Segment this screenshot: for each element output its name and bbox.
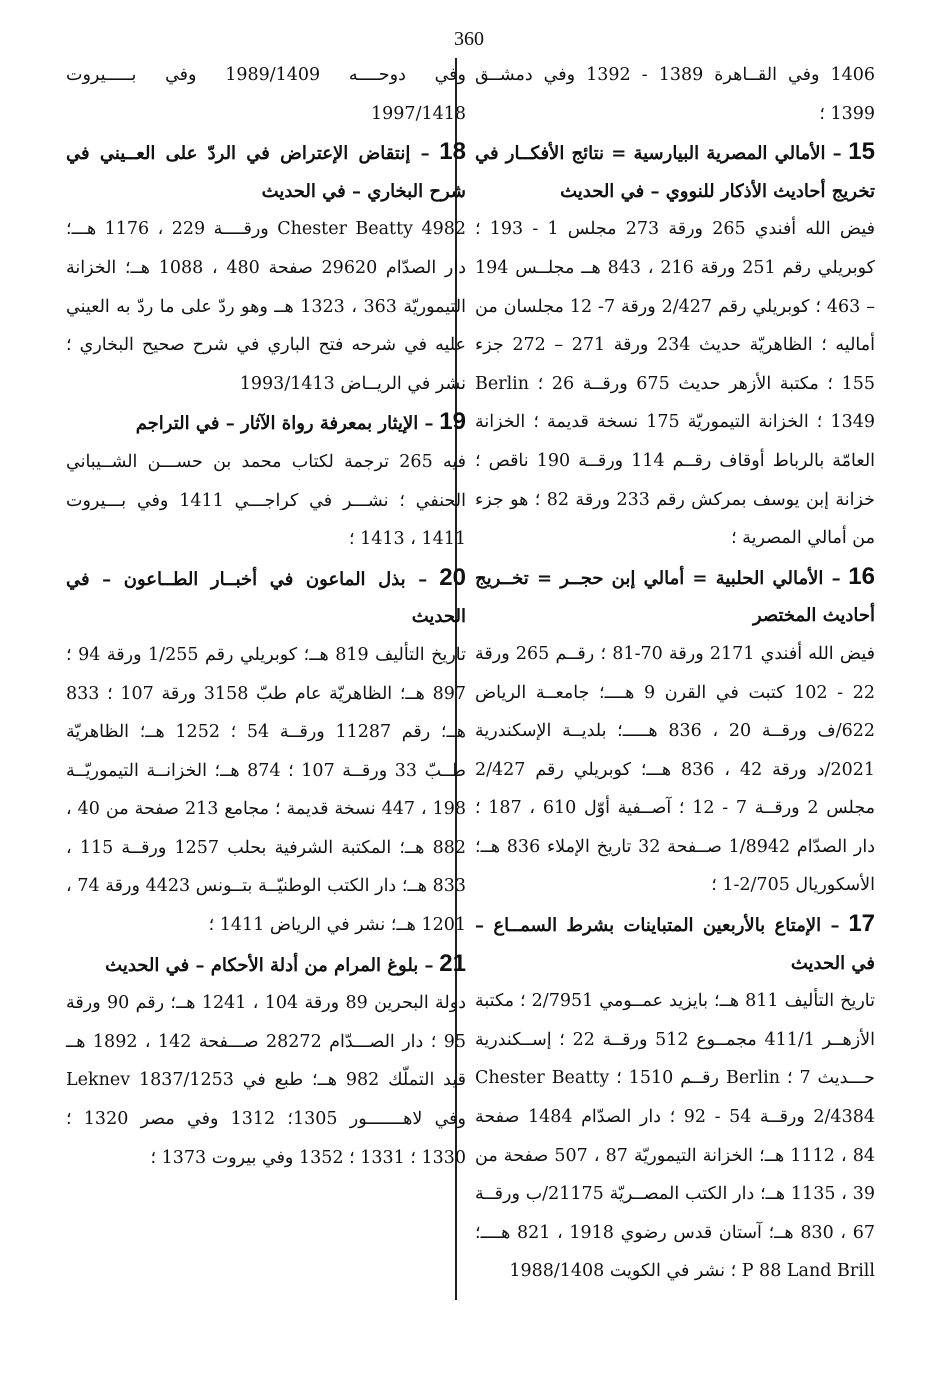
entry-title: – الأمالي الحلبية = أمالي إبن حجــر = تخــريج أحاديث المختصر [475, 567, 875, 627]
entry-body: فيه 265 ترجمة لكتاب محمد بن حســـن الشــيباني الحنفي ؛ نشـــر في كراجـــي 1411 وفي بـــيروت 1411 ، 1413 ؛ [66, 451, 467, 550]
entry-body: فيض الله أفندي 265 ورقة 273 مجلس 1 - 193 ؛ كوبريلي رقم 251 ورقة 216 ، 843 هــ مجلــس 194 – 463 ؛ كوبريلي رقم 2/427 ورقة 7- 12 مجلسان من أماليه ؛ الظاهريّة حديث 234 ورقة 271 – 272 جزء 155 ؛ مكتبة الأزهر حديث 675 ورقــة 26 ؛ Berlin 1349 ؛ الخزانة التيموريّة 175 نسخة قديمة ؛ الخزانة العامّة بالرباط أوقاف رقــم 114 ورقــة 190 ناقص ؛ خزانة إبن يوسف بمركش رقم 233 ورقة 82 ؛ هو جزء من أمالي المصرية ؛ [475, 219, 876, 549]
entry-17 [475, 905, 875, 1291]
continuation-text [66, 56, 466, 133]
page-number: 360 [454, 28, 484, 50]
entry-15 [475, 133, 875, 558]
entry-number: 17 [848, 910, 876, 938]
entry-body: فيض الله أفندي 2171 ورقة 70-81 ؛ رقــم 265 ورقة 22 - 102 كتبت في القرن 9 هــــ؛ جامعــة الرياض 622/ف ورقــة 20 ، 836 هـــــ؛ بلديــة الإسكندرية 2021/د ورقة 42 ، 836 هـــ؛ كوبريلي رقم 2/427 مجلس 2 ورقــة 7 - 12 ؛ آصــفية أوّل 610 ، 187 ؛ دار الصدّام 1/8942 صــفحة 32 تاريخ الإملاء 836 هــ؛ الأسكوريال 2/705-1 ؛ [475, 643, 876, 896]
entry-body: دولة البحرين 89 ورقة 104 ، 1241 هــ؛ رقم 90 ورقة 95 ؛ دار الصـــدّام 28272 صـــفحة 142 ، 1892 هــ قيد التملّك 982 هــ؛ طبع في Leknev 1837/1253 وفي لاهـــــــور 1305؛ 1312 وفي مصر 1320 ؛ 1330 ؛ 1331 ؛ 1352 وفي بيروت 1373 ؛ [66, 993, 467, 1168]
entry-title: – الإيثار بمعرفة رواة الآثار – في التراجم [135, 413, 434, 435]
entry-body: تاريخ التأليف 819 هــ؛ كوبريلي رقم 1/255 ورقة 94 ؛ 897 هــ؛ الظاهريّة عام طبّ 3158 ورقة 107 ؛ 833 هــ؛ رقم 11287 ورقــة 54 ؛ 1252 هــ؛ الظاهريّة طــبّ 33 ورقــة 107 ؛ 874 هــ؛ الخزانــة التيموريّــة 198 ، 447 نسخة قديمة ؛ مجامع 213 صفحة من 40 ، 882 هــ؛ المكتبة الشرفية بحلب 1257 ورقــة 115 ، 833 هــ؛ دار الكتب الوطنيّــة بتــونس 4423 ورقة 74 ، 1201 هــ؛ نشر في الرياض 1411 ؛ [66, 644, 467, 936]
entry-number: 18 [439, 138, 466, 166]
entry-title: – بلوغ المرام من أدلة الأحكام – في الحديث [105, 954, 434, 976]
entry-number: 19 [439, 408, 466, 436]
continuation-body: 1406 وفي القــاهرة 1389 - 1392 وفي دمشــق 1399 ؛ [475, 65, 876, 124]
entry-body: تاريخ التأليف 811 هــ؛ بايزيد عمــومي 2/7951 ؛ مكتبة الأزهــر 411/1 مجمــوع 512 ورقــة 22 ؛ إســكندرية حـــديث 7 ؛ Berlin رقــم 1510 ؛ Chester Beatty 2/4384 ورقــة 54 - 92 ؛ دار الصدّام 1484 صفحة 84 ، 1112 هــ؛ الخزانة التيموريّة 87 ، 507 صفحة من 39 ، 1135 هــ؛ دار الكتب المصــريّة 21175/ب ورقــة 67 ، 830 هــ؛ آستان قدس رضوي 1918 ، 821 هــــ؛ P 88 Land Brill ؛ نشر في الكويت 1988/1408 [475, 991, 876, 1282]
entry-number: 16 [848, 562, 875, 590]
continuation-body: وفي دوحــــه 1989/1409 وفي بـــــيروت 1997/1418 [66, 65, 466, 124]
entry-number: 15 [848, 138, 875, 166]
continuation-text [475, 56, 875, 133]
entry-20 [66, 559, 466, 945]
entry-title: – إنتقاض الإعتراض في الردّ على العــيني في شرح البخاري – في الحديث [66, 143, 466, 202]
entry-title: – بذل الماعون في أخبــار الطــاعون – في الحديث [66, 568, 466, 628]
entry-title: – الإمتاع بالأربعين المتباينات بشرط السمــاع – في الحديث [475, 915, 875, 974]
entry-16 [475, 558, 875, 905]
left-column [66, 56, 466, 1177]
entry-number: 20 [439, 563, 466, 591]
entry-title: – الأمالي المصرية البيارسية = نتائج الأفكــار في تخريج أحاديث الأذكار للنووي – في الحديث [475, 143, 875, 202]
entry-21 [66, 945, 466, 1178]
entry-18 [66, 133, 466, 403]
entry-body: Chester Beatty 4982 ورقــــة 229 ، 1176 هـــ؛ دار الصدّام 29620 صفحة 480 ، 1088 هــ؛ الخزانة التيموريّة 363 ، 1323 هــ وهو ردّ على ما ردّ به العيني عليه في شرحه فتح الباري في شرح صحيح البخاري ؛ نشر في الريــاض 1993/1413 [66, 219, 466, 394]
entry-number: 21 [439, 949, 466, 977]
right-column [475, 56, 875, 1291]
entry-19 [66, 403, 466, 558]
